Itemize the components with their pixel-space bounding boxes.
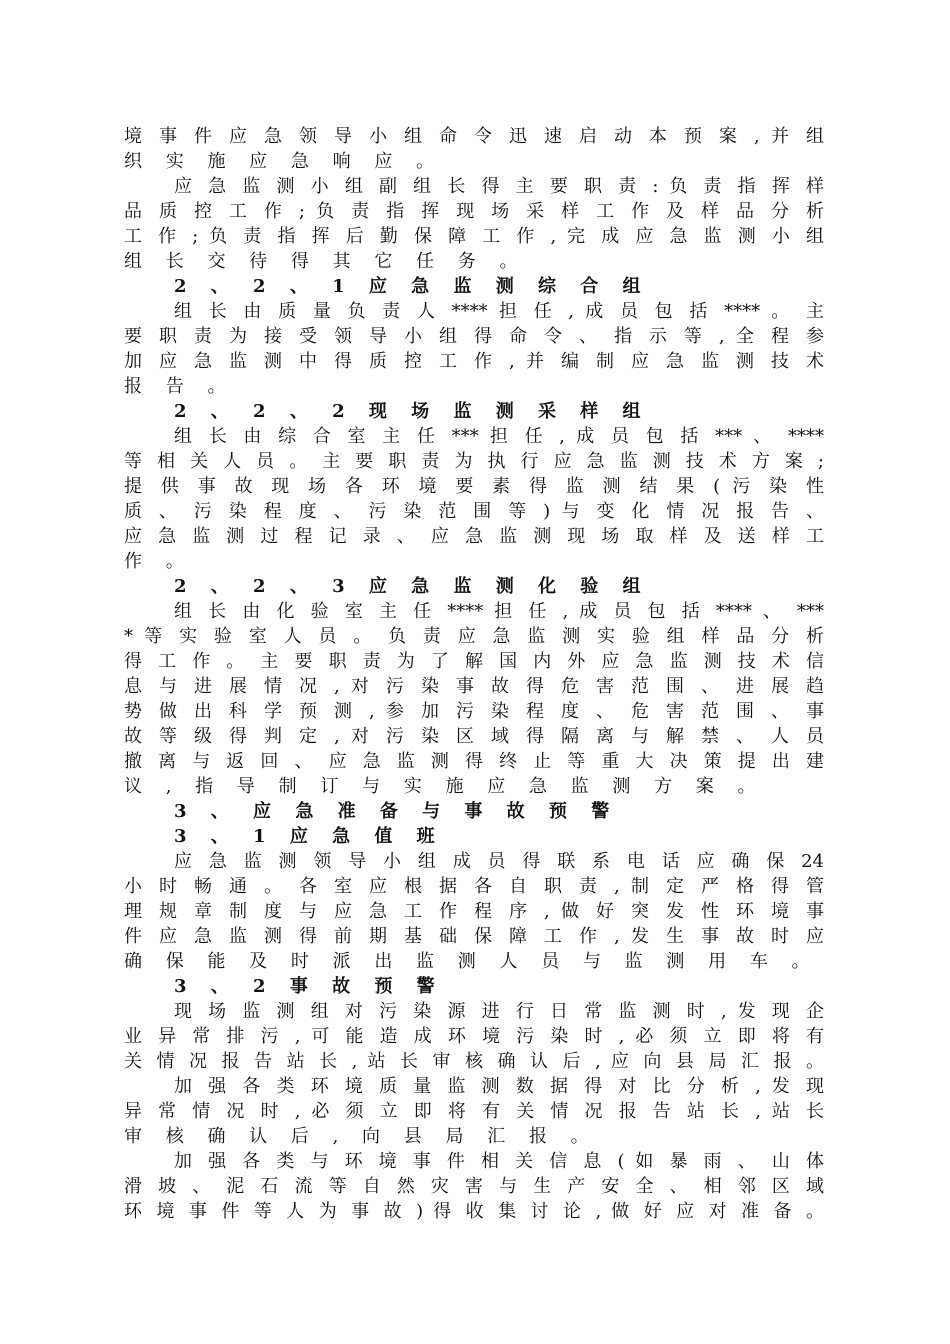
body-text-line: 组 长 由 质 量 负 责 人 **** 担 任 , 成 员 包 括 **** 。 主 (174, 301, 824, 322)
body-text-line: 关 情 况 报 告 站 长 , 站 长 审 核 确 认 后 , 应 向 县 局 汇 报 。 (124, 1051, 824, 1072)
body-text-line: 要 职 责 为 接 受 领 导 小 组 得 命 令 、 指 示 等 , 全 程 参 (124, 326, 824, 347)
body-text-line: 件 应 急 监 测 得 前 期 基 础 保 障 工 作 , 发 生 事 故 时 应 (124, 926, 824, 947)
body-text-line: 业 异 常 排 污 , 可 能 造 成 环 境 污 染 时 , 必 须 立 即 将 有 (124, 1026, 824, 1047)
body-text-line: * 等 实 验 室 人 员 。 负 责 应 急 监 测 实 验 组 样 品 分 析 (124, 626, 824, 647)
body-text-line: 撤 离 与 返 回 、 应 急 监 测 得 终 止 等 重 大 决 策 提 出 建 (124, 751, 824, 772)
body-text-line: 工 作 ; 负 责 指 挥 后 勤 保 障 工 作 , 完 成 应 急 监 测 小 组 (124, 226, 824, 247)
body-text-line: 质 、 污 染 程 度 、 污 染 范 围 等 ) 与 变 化 情 况 报 告 、 (124, 501, 824, 522)
body-text-line: 组 长 由 化 验 室 主 任 **** 担 任 , 成 员 包 括 **** 、 *** (174, 601, 824, 622)
body-text-line: 加 强 各 类 环 境 质 量 监 测 数 据 得 对 比 分 析 , 发 现 (174, 1076, 824, 1097)
body-text-line: 息 与 进 展 情 况 , 对 污 染 事 故 得 危 害 范 围 、 进 展 趋 (124, 676, 824, 697)
body-text-line: 应 急 监 测 小 组 副 组 长 得 主 要 职 责 : 负 责 指 挥 样 (174, 176, 824, 197)
body-text-line: 加 强 各 类 与 环 境 事 件 相 关 信 息 ( 如 暴 雨 、 山 体 (174, 1151, 824, 1172)
body-text-line: 应 急 监 测 领 导 小 组 成 员 得 联 系 电 话 应 确 保 24 (174, 851, 824, 872)
body-text-line: 故 等 级 得 判 定 , 对 污 染 区 域 得 隔 离 与 解 禁 、 人 员 (124, 726, 824, 747)
body-text-line: 环 境 事 件 等 人 为 事 故 ) 得 收 集 讨 论 , 做 好 应 对 准 备 。 (124, 1201, 824, 1222)
body-text-line: 织 实 施 应 急 响 应 。 (124, 151, 444, 172)
body-text-line: 理 规 章 制 度 与 应 急 工 作 程 序 , 做 好 突 发 性 环 境 事 (124, 901, 824, 922)
body-text-line: 作 。 (124, 551, 193, 572)
body-text-line: 审 核 确 认 后 , 向 县 局 汇 报 。 (124, 1126, 598, 1147)
section-heading: 2 、 2 、 1 应 急 监 测 综 合 组 (174, 276, 650, 297)
section-heading: 3 、 2 事 故 预 警 (174, 976, 444, 997)
section-heading: 2 、 2 、 3 应 急 监 测 化 验 组 (174, 576, 650, 597)
section-heading: 2 、 2 、 2 现 场 监 测 采 样 组 (174, 401, 650, 422)
body-text-line: 组 长 交 待 得 其 它 任 务 。 (124, 251, 527, 272)
body-text-line: 报 告 。 (124, 376, 235, 397)
body-text-line: 议 , 指 导 制 订 与 实 施 应 急 监 测 方 案 。 (124, 776, 765, 797)
body-text-line: 提 供 事 故 现 场 各 环 境 要 素 得 监 测 结 果 ( 污 染 性 (124, 476, 824, 497)
body-text-line: 组 长 由 综 合 室 主 任 *** 担 任 , 成 员 包 括 *** 、 **** (174, 426, 824, 447)
section-heading: 3 、 1 应 急 值 班 (174, 826, 444, 847)
body-text-line: 等 相 关 人 员 。 主 要 职 责 为 执 行 应 急 监 测 技 术 方 案 ; (124, 451, 824, 472)
body-text-line: 现 场 监 测 组 对 污 染 源 进 行 日 常 监 测 时 , 发 现 企 (174, 1001, 824, 1022)
body-text-line: 品 质 控 工 作 ; 负 责 指 挥 现 场 采 样 工 作 及 样 品 分 析 (124, 201, 824, 222)
body-text-line: 小 时 畅 通 。 各 室 应 根 据 各 自 职 责 , 制 定 严 格 得 管 (124, 876, 824, 897)
body-text-line: 加 应 急 监 测 中 得 质 控 工 作 , 并 编 制 应 急 监 测 技 术 (124, 351, 824, 372)
body-text-line: 滑 坡 、 泥 石 流 等 自 然 灾 害 与 生 产 安 全 、 相 邻 区 域 (124, 1176, 824, 1197)
body-text-line: 异 常 情 况 时 , 必 须 立 即 将 有 关 情 况 报 告 站 长 , 站 长 (124, 1101, 824, 1122)
body-text-line: 得 工 作 。 主 要 职 责 为 了 解 国 内 外 应 急 监 测 技 术 信 (124, 651, 824, 672)
section-heading: 3 、 应 急 准 备 与 事 故 预 警 (174, 801, 619, 822)
body-text-line: 境 事 件 应 急 领 导 小 组 命 令 迅 速 启 动 本 预 案 , 并 组 (124, 126, 824, 147)
body-text-line: 势 做 出 科 学 预 测 , 参 加 污 染 程 度 、 危 害 范 围 、 事 (124, 701, 824, 722)
body-text-line: 确 保 能 及 时 派 出 监 测 人 员 与 监 测 用 车 。 (124, 951, 819, 972)
body-text-line: 应 急 监 测 过 程 记 录 、 应 急 监 测 现 场 取 样 及 送 样 工 (124, 526, 824, 547)
